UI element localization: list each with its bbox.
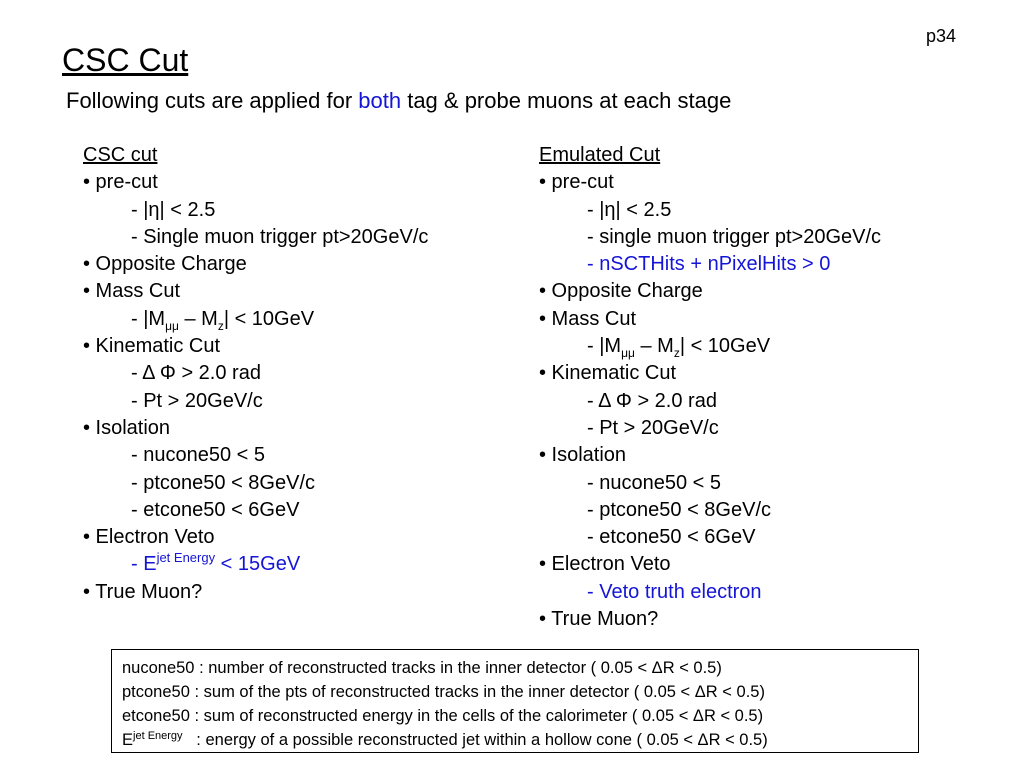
sub-item: - etcone50 < 6GeV	[131, 498, 300, 521]
mass-suffix: | < 10GeV	[679, 335, 771, 358]
bullet-item: • True Muon?	[83, 580, 203, 603]
sub-item: - etcone50 < 6GeV	[587, 526, 756, 549]
subtitle-text: Following cuts are applied for	[66, 88, 359, 113]
bullet-item: • pre-cut	[539, 171, 614, 194]
mass-mid: – M	[178, 307, 218, 330]
mass-subscript: μμ	[621, 346, 635, 361]
sub-item: - nucone50 < 5	[587, 471, 721, 494]
bullet-item: • Mass Cut	[83, 280, 181, 303]
definition-ptcone: ptcone50 : sum of the pts of reconstructed tracks in the inner detector ( 0.05 < ΔR < 0.5)	[122, 683, 765, 701]
emulated-cut-column	[539, 142, 979, 633]
definition-nucone: nucone50 : number of reconstructed tracks in the inner detector ( 0.05 < ΔR < 0.5)	[122, 659, 722, 677]
mass-suffix: | < 10GeV	[223, 307, 315, 330]
mass-subscript: μμ	[165, 318, 179, 333]
sub-item: - single muon trigger pt>20GeV/c	[587, 225, 882, 248]
bullet-item: • True Muon?	[539, 608, 659, 631]
jet-superscript: jet Energy	[156, 550, 216, 566]
sub-item-jet	[83, 551, 503, 578]
sub-item: - nucone50 < 5	[131, 444, 265, 467]
mass-subscript: z	[217, 318, 224, 333]
jet-prefix: E	[122, 731, 134, 749]
definition-etcone: etcone50 : sum of reconstructed energy in the cells of the calorimeter ( 0.05 < ΔR < 0.5)	[122, 707, 764, 725]
mass-mid: – M	[634, 335, 674, 358]
column-heading: CSC cut	[83, 144, 158, 166]
bullet-item: • Opposite Charge	[539, 280, 703, 303]
slide-title: CSC Cut	[62, 42, 189, 78]
sub-item-hits: - nSCTHits + nPixelHits > 0	[587, 253, 831, 276]
column-heading: Emulated Cut	[539, 144, 661, 166]
jet-suffix: < 15GeV	[215, 553, 301, 576]
bullet-item: • Electron Veto	[539, 553, 671, 576]
sub-item: - ptcone50 < 8GeV/c	[587, 498, 772, 521]
sub-item-veto-truth: - Veto truth electron	[587, 580, 762, 603]
jet-definition-text: : energy of a possible reconstructed jet within a hollow cone ( 0.05 < ΔR < 0.5)	[182, 731, 768, 749]
sub-item: - |η| < 2.5	[131, 198, 216, 221]
bullet-item: • Opposite Charge	[83, 253, 247, 276]
sub-item: - Pt > 20GeV/c	[131, 389, 263, 412]
sub-item-mass	[539, 333, 979, 360]
bullet-item: • Isolation	[83, 416, 171, 439]
sub-item: - |η| < 2.5	[587, 198, 672, 221]
csc-cut-column	[83, 142, 503, 606]
subtitle-highlight: both	[358, 88, 402, 113]
mass-prefix: - |M	[131, 307, 166, 330]
sub-item: - Δ Φ > 2.0 rad	[131, 362, 261, 385]
subtitle-text-end: tag & probe muons at each stage	[401, 88, 732, 113]
definition-jet-energy	[122, 728, 908, 752]
mass-prefix: - |M	[587, 335, 622, 358]
mass-subscript: z	[673, 346, 680, 361]
definitions-box	[111, 649, 919, 753]
sub-item: - Pt > 20GeV/c	[587, 416, 719, 439]
jet-superscript: jet Energy	[133, 730, 183, 742]
bullet-item: • Electron Veto	[83, 526, 215, 549]
bullet-item: • pre-cut	[83, 171, 158, 194]
jet-prefix: - E	[131, 553, 157, 576]
bullet-item: • Kinematic Cut	[539, 362, 677, 385]
bullet-item: • Mass Cut	[539, 307, 637, 330]
bullet-item: • Kinematic Cut	[83, 335, 221, 358]
slide-subtitle	[66, 88, 731, 114]
sub-item-mass	[83, 306, 503, 333]
bullet-item: • Isolation	[539, 444, 627, 467]
sub-item: - Single muon trigger pt>20GeV/c	[131, 225, 429, 248]
sub-item: - ptcone50 < 8GeV/c	[131, 471, 316, 494]
sub-item: - Δ Φ > 2.0 rad	[587, 389, 717, 412]
page-number: p34	[926, 26, 957, 46]
